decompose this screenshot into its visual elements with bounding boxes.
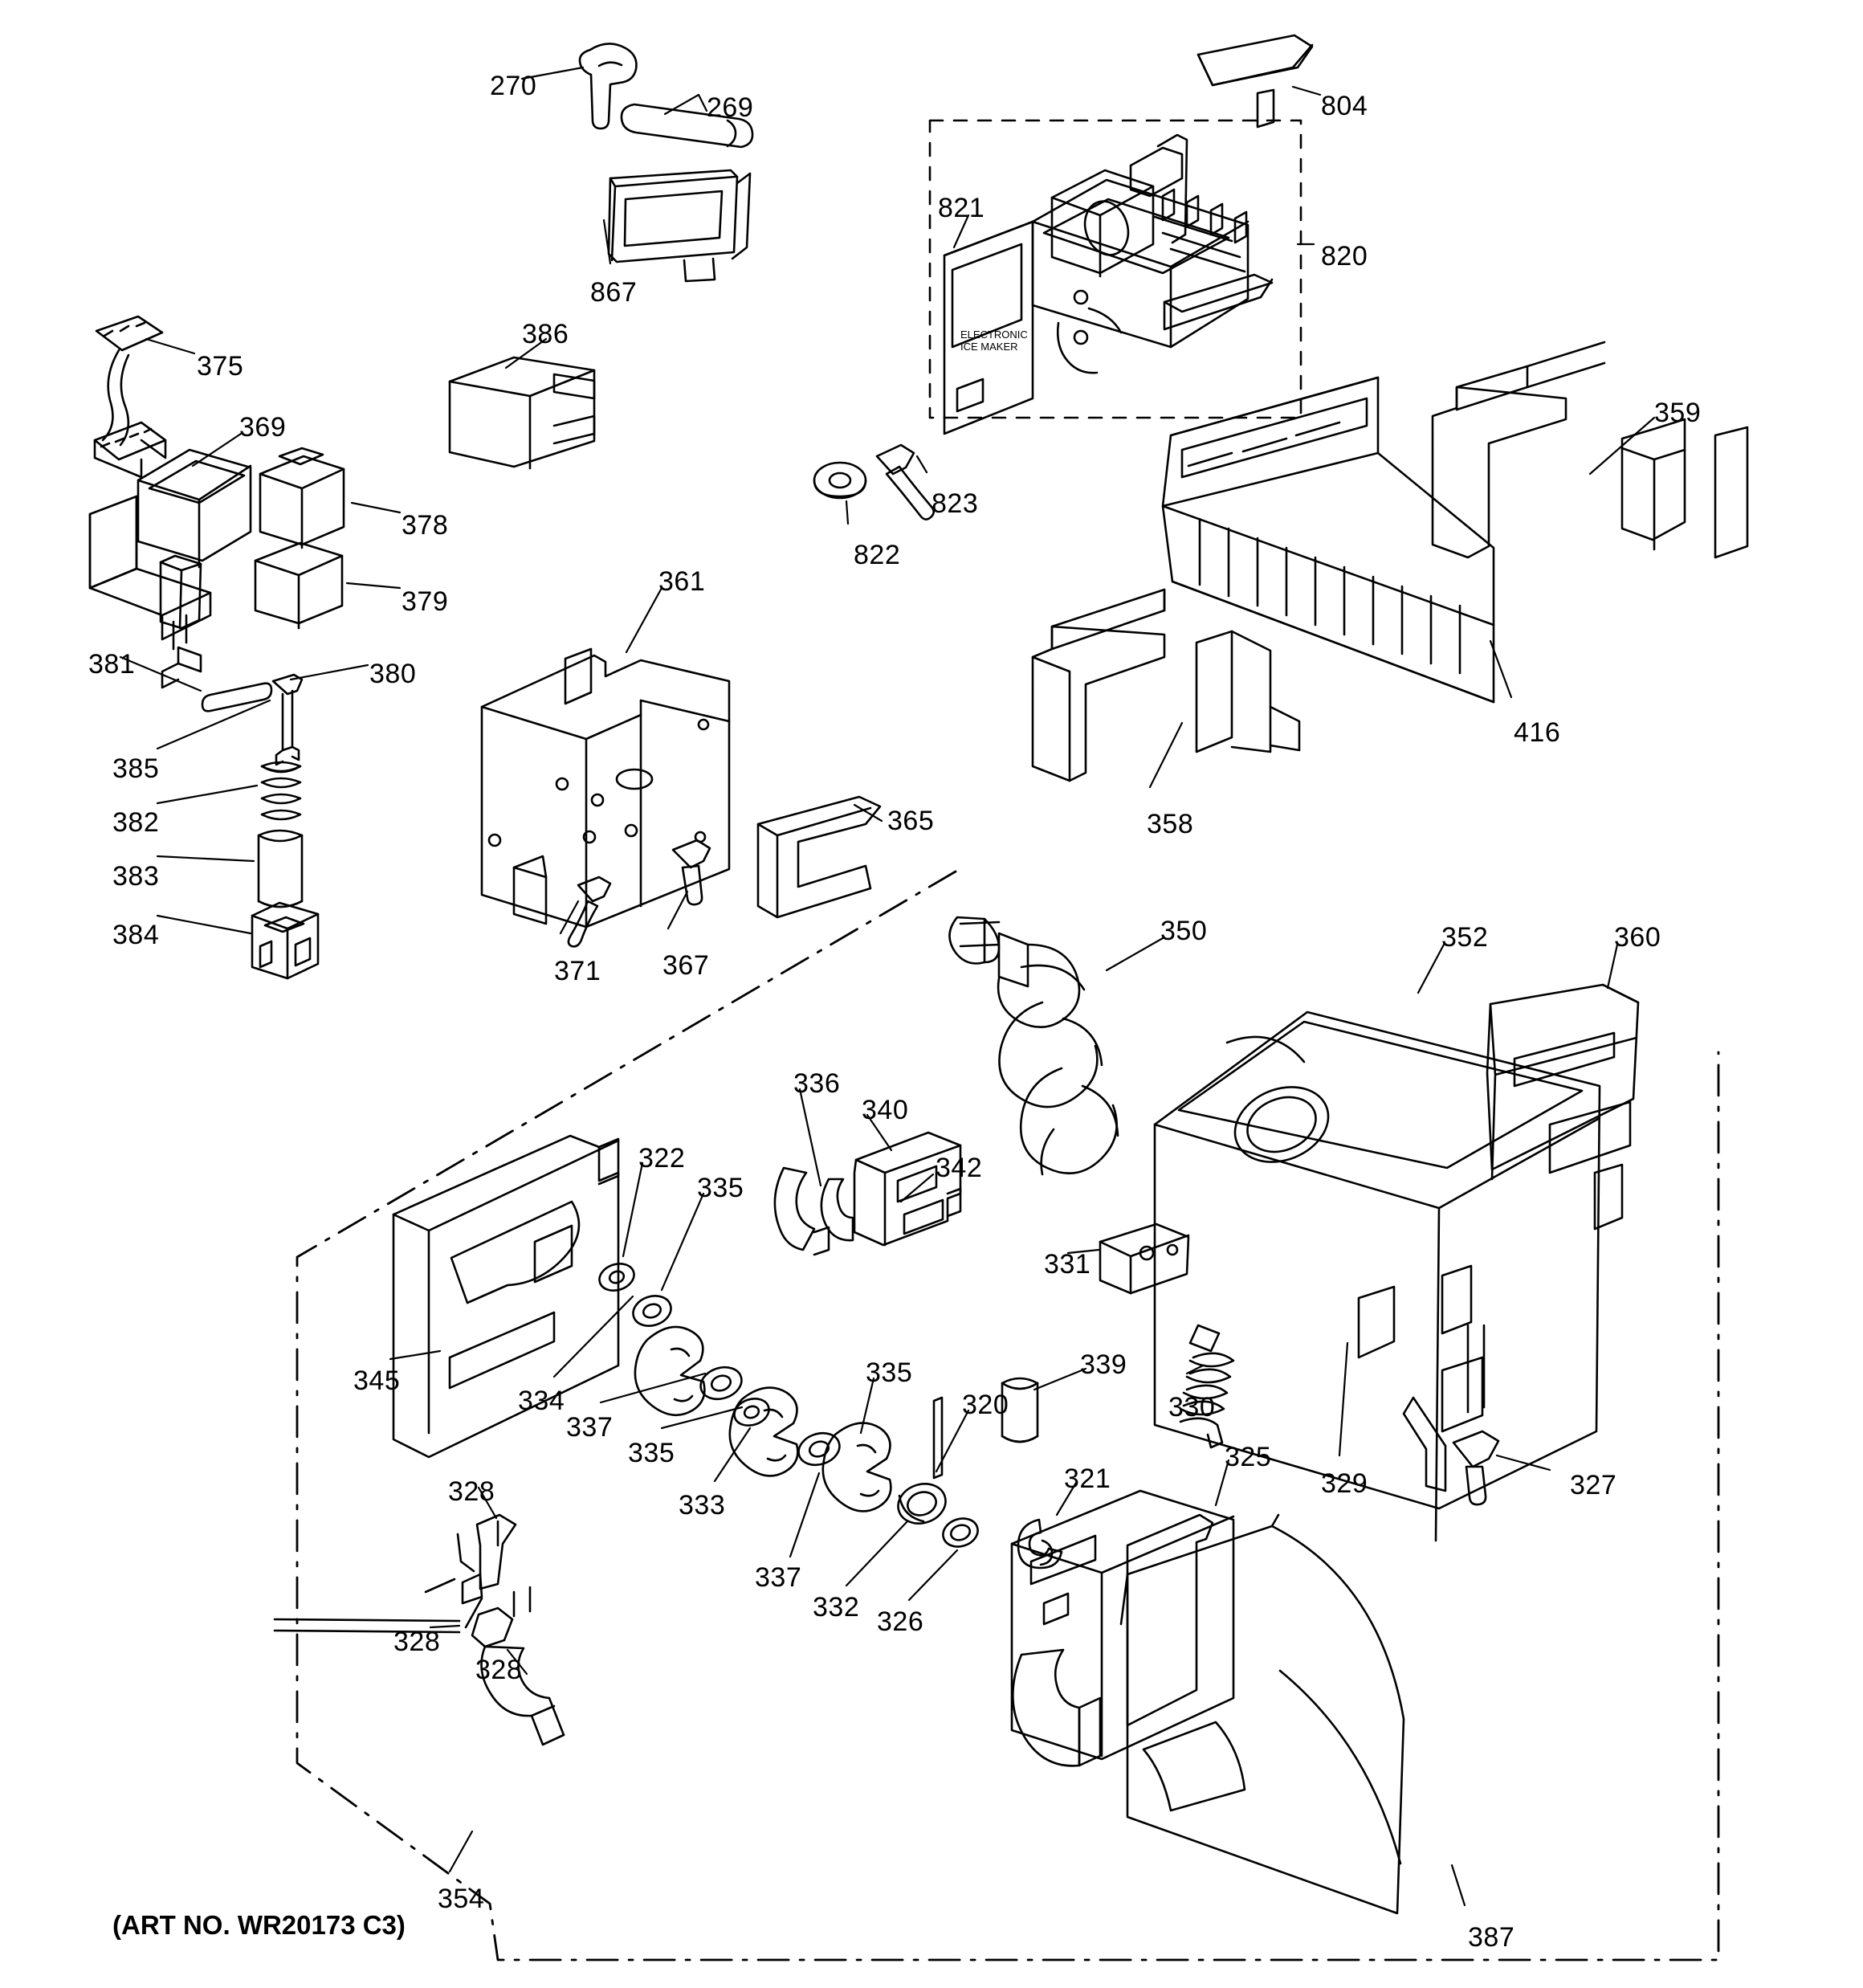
callout-337-a: 337 <box>566 1412 614 1443</box>
callout-333: 333 <box>679 1490 726 1521</box>
callout-350: 350 <box>1160 916 1208 946</box>
callout-369: 369 <box>239 412 287 443</box>
callout-387: 387 <box>1468 1922 1515 1953</box>
callout-385: 385 <box>112 753 160 784</box>
callout-327: 327 <box>1570 1470 1617 1500</box>
callout-328-a: 328 <box>448 1476 495 1507</box>
callout-804: 804 <box>1321 91 1368 121</box>
callout-383: 383 <box>112 861 160 892</box>
callout-361: 361 <box>658 566 706 597</box>
callout-337-b: 337 <box>755 1562 802 1593</box>
callout-330: 330 <box>1168 1392 1216 1423</box>
callout-821: 821 <box>938 193 985 223</box>
callout-352: 352 <box>1441 922 1489 953</box>
callout-375: 375 <box>197 351 244 382</box>
callout-336: 336 <box>793 1068 841 1099</box>
callout-342: 342 <box>936 1153 983 1183</box>
callout-371: 371 <box>554 956 601 986</box>
callout-269: 269 <box>707 92 754 123</box>
callout-386: 386 <box>522 319 569 349</box>
callout-332: 332 <box>813 1592 860 1623</box>
callout-331: 331 <box>1044 1249 1091 1280</box>
callout-328-b: 328 <box>393 1627 441 1657</box>
callout-416: 416 <box>1514 717 1561 748</box>
callout-335-a: 335 <box>697 1173 744 1203</box>
callout-382: 382 <box>112 807 160 838</box>
callout-367: 367 <box>662 950 710 981</box>
callout-380: 380 <box>369 659 417 689</box>
callout-334: 334 <box>518 1386 565 1416</box>
callout-359: 359 <box>1654 398 1702 428</box>
callout-326: 326 <box>877 1606 924 1637</box>
callout-335-b: 335 <box>628 1438 675 1468</box>
callout-335-c: 335 <box>866 1357 913 1388</box>
callout-822: 822 <box>854 540 901 570</box>
callout-354: 354 <box>438 1884 485 1914</box>
callout-321: 321 <box>1064 1463 1111 1494</box>
callout-379: 379 <box>402 586 449 617</box>
callout-340: 340 <box>862 1095 909 1125</box>
callout-381: 381 <box>88 649 136 680</box>
callout-360: 360 <box>1614 922 1661 953</box>
callout-320: 320 <box>962 1390 1009 1420</box>
callout-325: 325 <box>1225 1442 1272 1472</box>
callout-384: 384 <box>112 920 160 950</box>
callout-270: 270 <box>490 71 537 101</box>
callout-328-c: 328 <box>475 1655 523 1685</box>
callout-345: 345 <box>353 1365 401 1396</box>
callout-820: 820 <box>1321 241 1368 271</box>
callout-365: 365 <box>887 806 935 836</box>
art-number: (ART NO. WR20173 C3) <box>112 1910 406 1940</box>
callout-867: 867 <box>590 277 638 308</box>
callout-322: 322 <box>638 1143 686 1174</box>
callout-339: 339 <box>1080 1349 1127 1380</box>
callout-823: 823 <box>932 488 979 519</box>
callout-329: 329 <box>1321 1468 1368 1499</box>
icemaker-brand-text: ELECTRONIC ICE MAKER <box>960 329 1028 353</box>
callout-358: 358 <box>1147 809 1194 839</box>
callout-378: 378 <box>402 510 449 541</box>
